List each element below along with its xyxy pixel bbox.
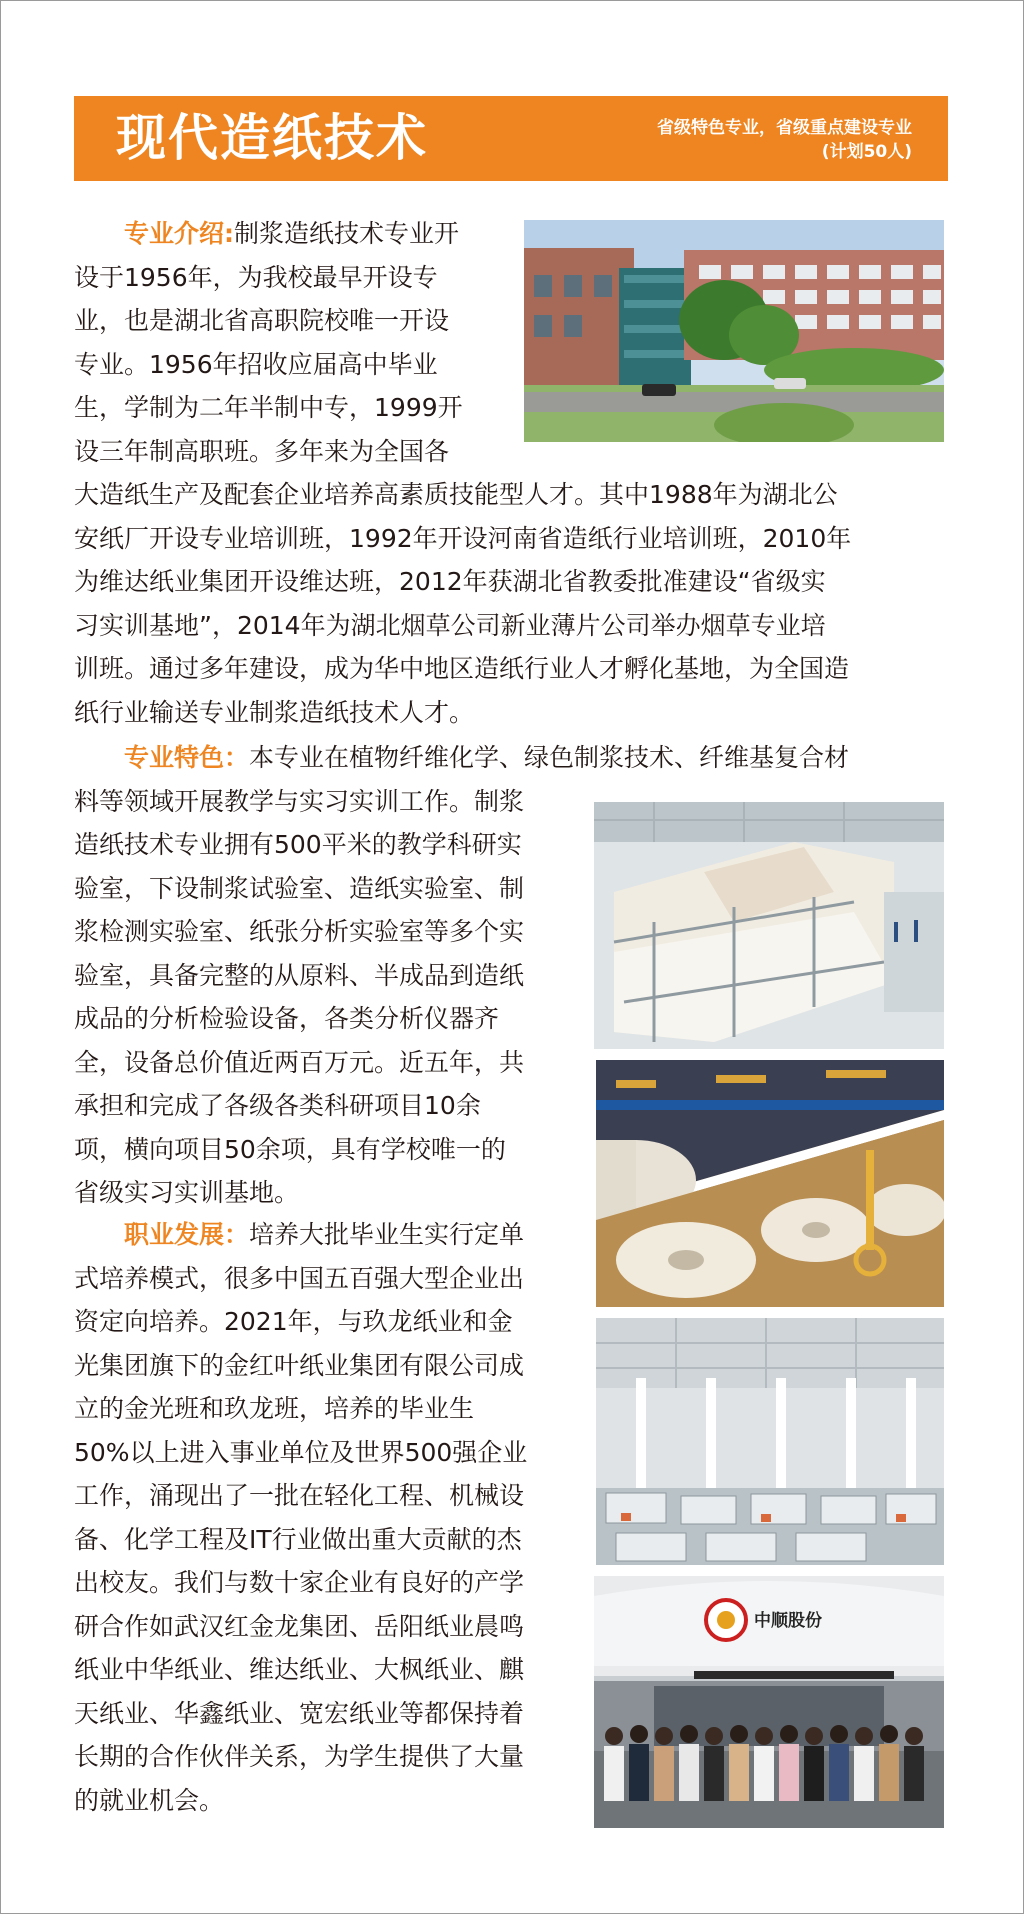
factory-floor-photo (596, 1318, 944, 1565)
features-line: 成品的分析检验设备，各类分析仪器齐 (74, 1004, 500, 1033)
subtitle-line-1: 省级特色专业，省级重点建设专业 (657, 118, 912, 138)
career-line: 职业发展：培养大批毕业生实行定单 (124, 1220, 525, 1249)
intro-line: 生，学制为二年半制中专，1999开 (74, 393, 463, 422)
career-line: 天纸业、华鑫纸业、宽宏纸业等都保持着 (74, 1698, 525, 1728)
intro-line: 习实训基地”，2014年为湖北烟草公司新业薄片公司举办烟草专业培 (74, 610, 826, 640)
career-line: 式培养模式，很多中国五百强大型企业出 (74, 1263, 525, 1293)
intro-line: 设于1956年，为我校最早开设专 (74, 262, 438, 292)
career-line: 出校友。我们与数十家企业有良好的产学 (74, 1568, 525, 1597)
intro-line: 业，也是湖北省高职院校唯一开设 (74, 306, 450, 335)
paper-machine-photo (594, 802, 944, 1049)
features-line: 造纸技术专业拥有500平米的教学科研实 (74, 830, 522, 859)
intro-lead: 专业介绍: (124, 219, 234, 248)
intro-line: 专业。1956年招收应届高中毕业 (74, 349, 438, 379)
intro-line: 大造纸生产及配套企业培养高素质技能型人才。其中1988年为湖北公 (74, 480, 838, 509)
career-lead: 职业发展： (124, 1220, 250, 1249)
subtitle-line-2: (计划50人) (821, 142, 912, 162)
career-line: 的就业机会。 (74, 1785, 225, 1815)
career-line: 长期的合作伙伴关系，为学生提供了大量 (74, 1742, 525, 1771)
intro-line: 为维达纸业集团开设维达班，2012年获湖北省教委批准建设“省级实 (74, 567, 826, 596)
header-bar (74, 96, 948, 181)
student-group-photo (594, 1576, 944, 1828)
features-line: 全，设备总价值近两百万元。近五年，共 (74, 1047, 525, 1077)
career-line: 50%以上进入事业单位及世界500强企业 (74, 1437, 528, 1467)
career-line: 资定向培养。2021年，与玖龙纸业和金 (74, 1307, 513, 1336)
features-line: 料等领域开展教学与实习实训工作。制浆 (74, 786, 525, 816)
paper-rolls-photo (596, 1060, 944, 1307)
career-line: 备、化学工程及IT行业做出重大贡献的杰 (74, 1524, 522, 1554)
career-line: 光集团旗下的金红叶纸业集团有限公司成 (74, 1350, 525, 1380)
intro-line: 专业介绍:制浆造纸技术专业开 (124, 219, 460, 248)
intro-line: 纸行业输送专业制浆造纸技术人才。 (74, 697, 475, 727)
header-subtitle (657, 116, 912, 164)
intro-line: 训班。通过多年建设，成为华中地区造纸行业人才孵化基地，为全国造 (74, 654, 850, 683)
features-line: 验室，下设制浆试验室、造纸实验室、制 (74, 873, 525, 903)
features-line: 承担和完成了各级各类科研项目10余 (74, 1091, 481, 1120)
intro-line: 安纸厂开设专业培训班，1992年开设河南省造纸行业培训班，2010年 (74, 523, 852, 553)
company-sign: 中顺股份 (754, 1611, 822, 1631)
career-section (74, 1213, 527, 1822)
career-line: 纸业中华纸业、维达纸业、大枫纸业、麒 (74, 1655, 525, 1684)
features-line: 专业特色：本专业在植物纤维化学、绿色制浆技术、纤维基复合材 (124, 743, 850, 772)
intro-line: 设三年制高职班。多年来为全国各 (74, 436, 450, 466)
career-line: 工作，涌现出了一批在轻化工程、机械设 (74, 1481, 525, 1510)
features-lead: 专业特色： (124, 743, 250, 772)
features-line: 浆检测实验室、纸张分析实验室等多个实 (74, 917, 525, 946)
page-title: 现代造纸技术 (116, 109, 428, 167)
campus-building-photo (524, 220, 944, 442)
features-line: 省级实习实训基地。 (74, 1178, 300, 1207)
features-line: 项，横向项目50余项，具有学校唯一的 (74, 1134, 506, 1164)
career-line: 立的金光班和玖龙班，培养的毕业生 (74, 1394, 475, 1423)
career-line: 研合作如武汉红金龙集团、岳阳纸业晨鸣 (74, 1611, 525, 1641)
features-line: 验室，具备完整的从原料、半成品到造纸 (74, 960, 525, 990)
